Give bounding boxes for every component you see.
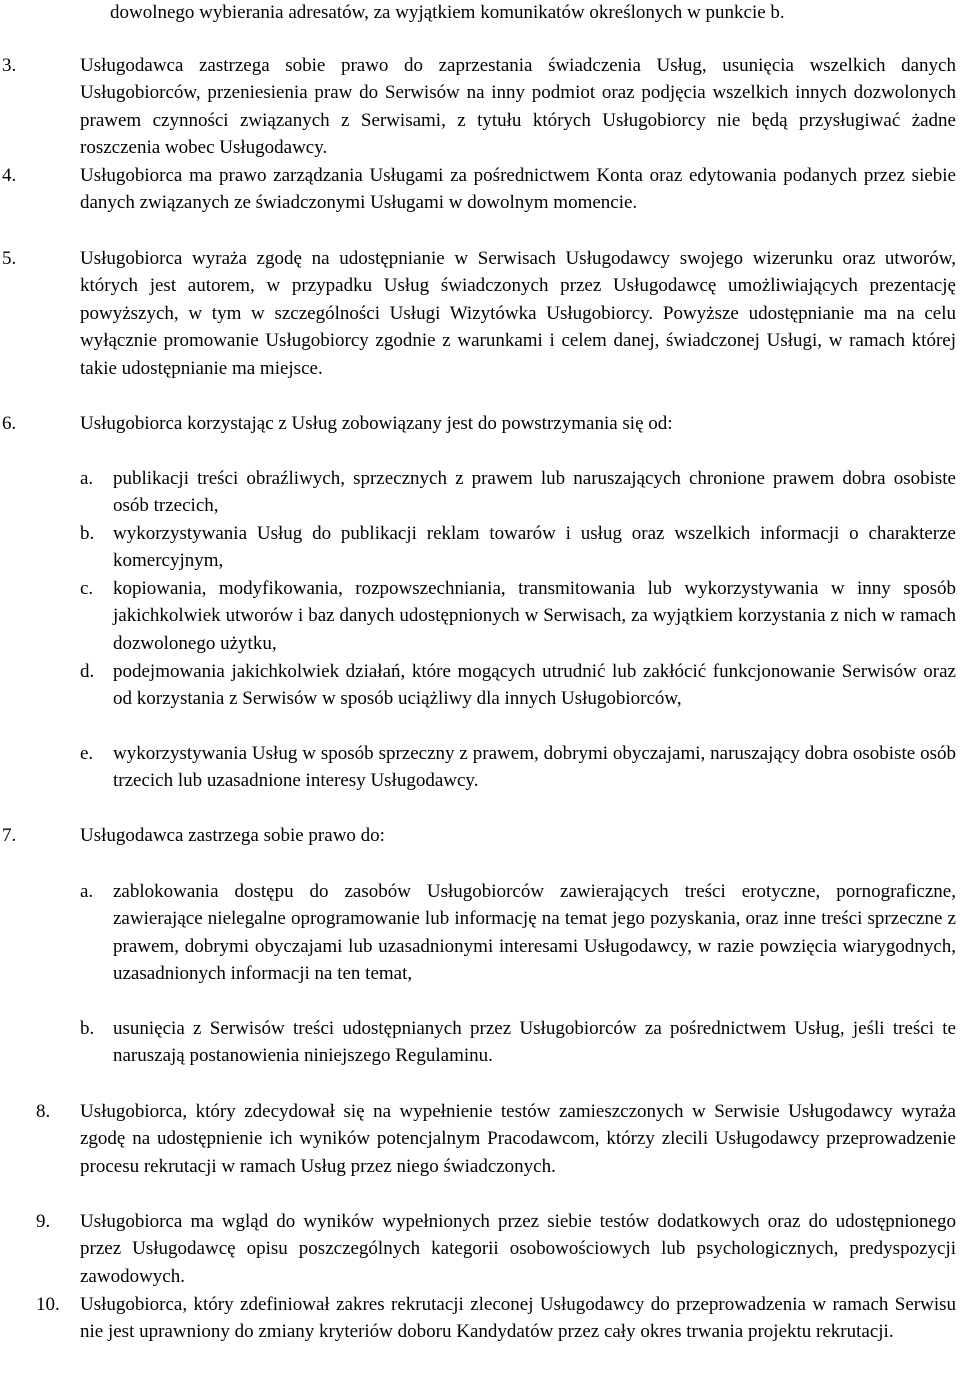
sub-item-letter: c. xyxy=(80,578,94,599)
item-number: 7. xyxy=(2,825,17,846)
item-number: 8. xyxy=(36,1101,51,1122)
sub-item-text: wykorzystywania Usług do publikacji reklam towarów i usług oraz wszelkich informacji o charakterze komercyjnym, xyxy=(113,523,956,572)
item-text: Usługobiorca, który zdefiniował zakres rekrutacji zleconej Usługodawcy do przeprowadzenia w ramach Serwisu nie jest uprawniony do zmiany kryteriów doboru Kandydatów przez cały okres trwania projektu rekrutacji. xyxy=(80,1294,956,1343)
item-text: Usługodawca zastrzega sobie prawo do zaprzestania świadczenia Usług, usunięcia wszelkich danych Usługobiorców, przeniesienia praw do Serwisów na inny podmiot oraz podjęcia wszelkich innych dozwolonych prawem czynności związanych z Serwisami, z tytułu których Usługobiorcy nie będą przysługiwać żadne roszczenia wobec Usługodawcy. xyxy=(80,55,956,159)
item-number: 9. xyxy=(36,1211,51,1232)
item-number: 6. xyxy=(2,413,17,434)
sub-item-text: usunięcia z Serwisów treści udostępnianych przez Usługobiorców za pośrednictwem Usług, jeśli treści te naruszają postanowienia niniejszego Regulaminu. xyxy=(113,1018,956,1067)
item-text: Usługobiorca ma prawo zarządzania Usługami za pośrednictwem Konta oraz edytowania podanych przez siebie danych związanych ze świadczonymi Usługami w dowolnym momencie. xyxy=(80,165,956,214)
item-number: 5. xyxy=(2,248,17,269)
item-number: 4. xyxy=(2,165,17,186)
item-number: 10. xyxy=(36,1294,60,1315)
item-text: Usługobiorca wyraża zgodę na udostępnianie w Serwisach Usługodawcy swojego wizerunku oraz utworów, których jest autorem, w przypadku Usług świadczonych przez Usługodawcę umożliwiających prezentację powyższych, w tym w szczególności Usługi Wizytówka Usługobiorcy. Powyższe udostępnianie ma na celu wyłącznie promowanie Usługobiorcy zgodnie z warunkami i celem danej, świadczonej Usługi, w ramach której takie udostępnianie ma miejsce. xyxy=(80,248,956,379)
sub-item-letter: b. xyxy=(80,523,95,544)
sub-item-letter: a. xyxy=(80,881,94,902)
sub-item-text: podejmowania jakichkolwiek działań, które mogących utrudnić lub zakłócić funkcjonowanie Serwisów oraz od korzystania z Serwisów w sposób uciążliwy dla innych Usługobiorców, xyxy=(113,661,956,710)
sub-item-text: kopiowania, modyfikowania, rozpowszechniania, transmitowania lub wykorzystywania w inny sposób jakichkolwiek utworów i baz danych udostępnionych w Serwisach, za wyjątkiem korzystania z nich w ramach dozwolonego użytku, xyxy=(113,578,956,654)
sub-item-letter: e. xyxy=(80,743,94,764)
item-text: Usługobiorca, który zdecydował się na wypełnienie testów zamieszczonych w Serwisie Usługodawcy wyraża zgodę na udostępnienie ich wyników potencjalnym Pracodawcom, którzy zlecili Usługodawcy przeprowadzenie procesu rekrutacji w ramach Usług przez niego świadczonych. xyxy=(80,1101,956,1177)
sub-item-letter: b. xyxy=(80,1018,95,1039)
continued-text-line: dowolnego wybierania adresatów, za wyjątkiem komunikatów określonych w punkcie b. xyxy=(110,2,785,23)
sub-item-text: wykorzystywania Usług w sposób sprzeczny z prawem, dobrymi obyczajami, naruszający dobra osobiste osób trzecich lub uzasadnione interesy Usługodawcy. xyxy=(113,743,956,792)
sub-item-text: zablokowania dostępu do zasobów Usługobiorców zawierających treści erotyczne, pornograficzne, zawierające nielegalne oprogramowanie lub informację na temat jego pozyskania, oraz inne treści sprzeczne z prawem, dobrymi obyczajami lub uzasadnionymi interesami Usługodawcy, w razie powzięcia wiarygodnych, uzasadnionych informacji na ten temat, xyxy=(113,881,956,985)
item-text: Usługobiorca korzystając z Usług zobowiązany jest do powstrzymania się od: xyxy=(80,413,673,434)
item-text: Usługodawca zastrzega sobie prawo do: xyxy=(80,825,385,846)
sub-item-letter: a. xyxy=(80,468,94,489)
item-number: 3. xyxy=(2,55,17,76)
item-text: Usługobiorca ma wgląd do wyników wypełnionych przez siebie testów dodatkowych oraz do udostępnionego przez Usługodawcę opisu poszczególnych kategorii osobowościowych lub psychologicznych, predyspozycji zawodowych. xyxy=(80,1211,956,1287)
sub-item-letter: d. xyxy=(80,661,95,682)
sub-item-text: publikacji treści obraźliwych, sprzecznych z prawem lub naruszających chronione prawem dobra osobiste osób trzecich, xyxy=(113,468,956,517)
